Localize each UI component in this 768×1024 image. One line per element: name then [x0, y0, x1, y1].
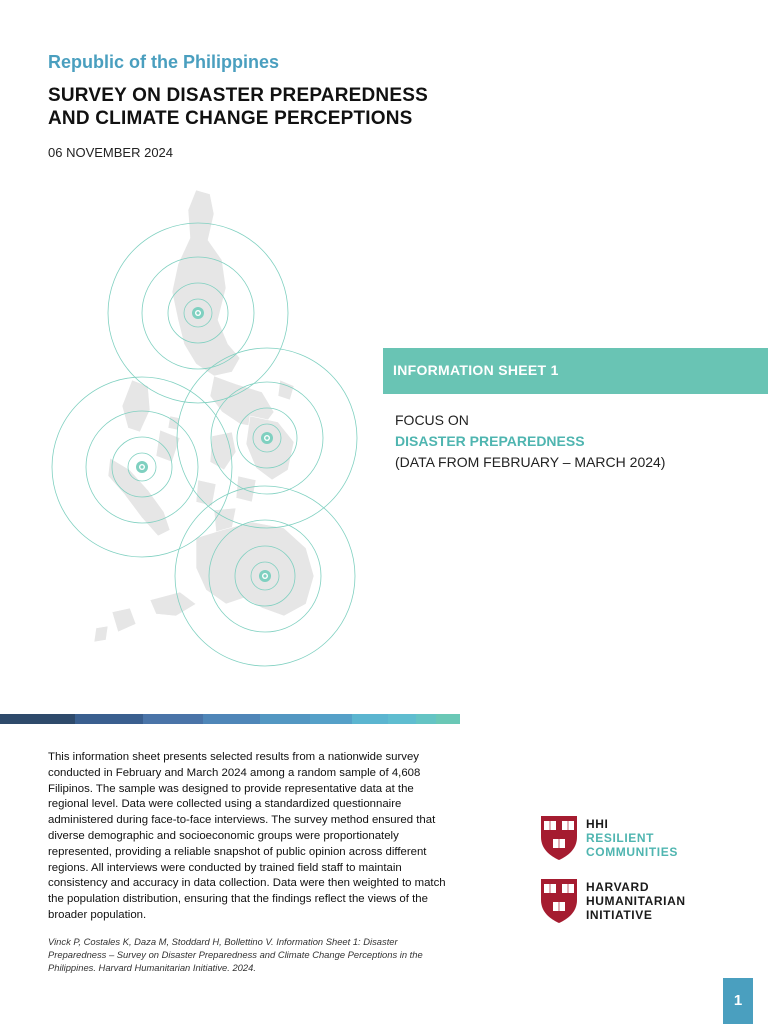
stripe-segment	[388, 714, 416, 724]
color-stripe-divider	[0, 714, 460, 724]
stripe-segment	[143, 714, 203, 724]
publication-date: 06 NOVEMBER 2024	[48, 145, 174, 160]
focus-block	[395, 410, 665, 473]
data-period: (DATA FROM FEBRUARY – MARCH 2024)	[395, 454, 666, 470]
harvard-shield-icon	[540, 878, 578, 924]
stripe-segment	[0, 714, 75, 724]
focus-topic: DISASTER PREPAREDNESS	[395, 433, 585, 449]
banner-label: INFORMATION SHEET 1	[393, 362, 559, 378]
title-line-1: SURVEY ON DISASTER PREPAREDNESS	[48, 85, 428, 106]
logo2-line-2: HUMANITARIAN	[586, 894, 686, 908]
stripe-segment	[260, 714, 310, 724]
report-title	[48, 84, 428, 130]
intro-paragraph: This information sheet presents selected results from a nationwide survey conducted in February and March 2024 among a random sample of 4,608 Filipinos. The sample was designed to provide representative data at the regional level. Data were collected using a standardized questionnaire administered during face-to-face interviews. The survey method ensured that diverse demographic and socioeconomic groups were proportionately represented, providing a reliable snapshot of public opinion across different regions. All interviews were conducted by trained field staff to maintain consistency and accuracy in data collection. Data were then weighted to match the population distribution, ensuring that the findings reflect the views of the broader population.	[48, 751, 446, 921]
logo1-line-3: COMMUNITIES	[586, 845, 678, 859]
harvard-humanitarian-initiative-logo	[540, 878, 686, 924]
citation: Vinck P, Costales K, Daza M, Stoddard H, Bollettino V. Information Sheet 1: Disaster Preparedness – Survey on Disaster Preparedness and Climate Change Perceptions in the Philippines. Harvard Humanitarian Initiative. 2024.	[48, 936, 423, 973]
logo2-line-3: INITIATIVE	[586, 908, 653, 922]
logo1-line-1: HHI	[586, 817, 609, 831]
stripe-segment	[75, 714, 143, 724]
stripe-segment	[203, 714, 260, 724]
stripe-segment	[416, 714, 436, 724]
focus-label: FOCUS ON	[395, 412, 469, 428]
harvard-shield-icon	[540, 815, 578, 861]
logo1-line-2: RESILIENT	[586, 831, 655, 845]
philippines-map-illustration	[0, 180, 380, 680]
hhi-resilient-communities-logo	[540, 815, 678, 861]
title-line-2: AND CLIMATE CHANGE PERCEPTIONS	[48, 108, 413, 129]
information-sheet-banner	[383, 348, 768, 394]
country-heading: Republic of the Philippines	[48, 52, 280, 72]
page-number: 1	[723, 978, 753, 1024]
stripe-segment	[310, 714, 352, 724]
stripe-segment	[436, 714, 460, 724]
stripe-segment	[352, 714, 388, 724]
logo2-line-1: HARVARD	[586, 880, 650, 894]
